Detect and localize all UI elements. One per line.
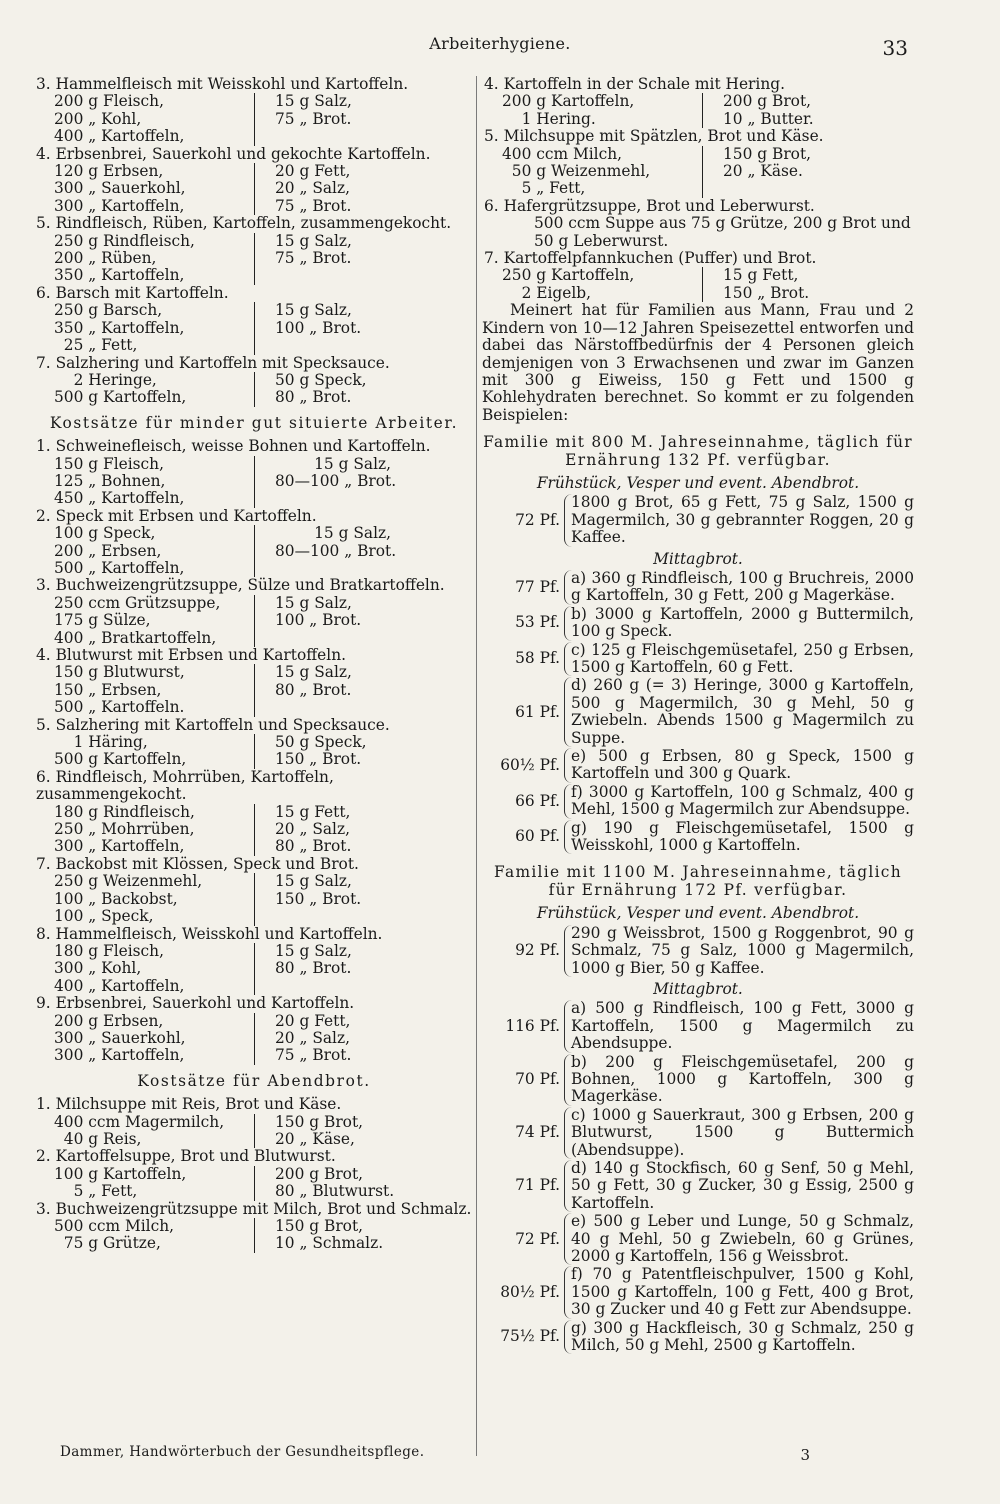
dish-entry xyxy=(34,215,474,285)
ingredient-table xyxy=(34,734,474,769)
ingredient-list: 100 g Speck, 200 „ Erbsen, 500 „ Kartoffeln, xyxy=(54,524,185,577)
menu-row xyxy=(482,748,914,783)
ingredient-table xyxy=(34,1114,474,1149)
ingredient-list: 500 ccm Milch, 75 g Grütze, xyxy=(54,1217,175,1253)
column-divider xyxy=(476,76,477,1456)
menu-text: g) 190 g Fleischgemüsetafel, 1500 g Weisskohl, 1000 g Kartoffeln. xyxy=(564,820,914,855)
seasoning-list: 50 g Speck, 80 „ Brot. xyxy=(254,372,367,407)
ingredient-list: 250 g Weizenmehl, 100 „ Backobst, 100 „ Speck, xyxy=(54,872,203,926)
menu-row xyxy=(482,1213,914,1265)
family-800-lunch-heading: Mittagbrot. xyxy=(653,549,743,568)
dish-list-minder xyxy=(34,438,474,1065)
dish-list-abendbrot xyxy=(34,1096,474,1253)
ingredient-table xyxy=(34,372,474,407)
footer-citation: Dammer, Handwörterbuch der Gesundheitspflege. xyxy=(60,1444,425,1460)
ingredient-list: 150 g Blutwurst, 150 „ Erbsen, 500 „ Kartoffeln. xyxy=(54,663,185,717)
ingredient-table xyxy=(34,525,474,577)
dish-title: 8. Hammelfleisch, Weisskohl und Kartoffeln. xyxy=(36,924,383,943)
dish-title: 6. Rindfleisch, Mohrrüben, Kartoffeln, zusammengekocht. xyxy=(36,767,334,804)
menu-text: b) 3000 g Kartoffeln, 2000 g Buttermilch, 100 g Speck. xyxy=(564,606,914,641)
seasoning-list: 15 g Salz, 100 „ Brot. xyxy=(254,302,361,354)
dish-entry xyxy=(34,76,474,146)
ingredient-list: 250 g Rindfleisch, 200 „ Rüben, 350 „ Kartoffeln, xyxy=(54,231,195,285)
menu-text: d) 260 g (= 3) Heringe, 3000 g Kartoffeln, 500 g Magermilch, 30 g Mehl, 50 g Zwiebeln. Abends 1500 g Magermilch zu Suppe. xyxy=(564,677,914,747)
right-column xyxy=(482,76,914,1355)
menu-text: d) 140 g Stockfisch, 60 g Senf, 50 g Mehl, 50 g Fett, 30 g Zucker, 30 g Essig, 2500 g Kartoffeln. xyxy=(564,1160,914,1212)
dish-entry xyxy=(34,577,474,647)
ingredient-table xyxy=(34,1013,474,1065)
dish-title: 7. Salzhering und Kartoffeln mit Specksauce. xyxy=(36,353,390,372)
ingredient-list: 400 ccm Magermilch, 40 g Reis, xyxy=(54,1112,225,1148)
ingredient-list: 200 g Fleisch, 200 „ Kohl, 400 „ Kartoffeln, xyxy=(54,92,185,146)
seasoning-list: 200 g Brot, 10 „ Butter. xyxy=(702,93,814,128)
family-1100-lunch-list xyxy=(482,1000,914,1354)
menu-row xyxy=(482,570,914,605)
left-dish-list-continued xyxy=(34,76,474,407)
seasoning-list: 15 g Salz, 75 „ Brot. xyxy=(254,233,352,285)
ingredient-list: 200 g Kartoffeln, 1 Hering. xyxy=(502,92,635,128)
seasoning-list: 150 g Brot, 20 „ Käse. xyxy=(702,146,811,198)
menu-row xyxy=(482,820,914,855)
menu-price: 66 Pf. xyxy=(515,791,560,810)
seasoning-list: 15 g Fett, 150 „ Brot. xyxy=(702,267,809,302)
dish-title: 4. Blutwurst mit Erbsen und Kartoffeln. xyxy=(36,646,346,664)
menu-price: 60 Pf. xyxy=(515,827,560,846)
ingredient-list: 150 g Fleisch, 125 „ Bohnen, 450 „ Kartoffeln, xyxy=(54,454,185,508)
menu-text: e) 500 g Leber und Lunge, 50 g Schmalz, 40 g Mehl, 50 g Zwiebeln, 60 g Grünes, 2000 g Kartoffeln, 156 g Weissbrot. xyxy=(564,1213,914,1265)
seasoning-list: 15 g Salz, 80—100 „ Brot. xyxy=(254,525,396,577)
menu-text: 1800 g Brot, 65 g Fett, 75 g Salz, 1500 g Magermilch, 30 g gebrannter Roggen, 20 g Kaffee. xyxy=(564,494,914,546)
left-column xyxy=(34,76,474,1253)
menu-text: c) 1000 g Sauerkraut, 300 g Erbsen, 200 g Blutwurst, 1500 g Buttermich (Abendsuppe). xyxy=(564,1107,914,1159)
family-800-breakfast xyxy=(482,494,914,546)
seasoning-list: 15 g Salz, 150 „ Brot. xyxy=(254,873,361,925)
ingredient-table xyxy=(34,595,474,647)
menu-price: 116 Pf. xyxy=(505,1016,560,1035)
dish-title: 5. Salzhering mit Kartoffeln und Specksauce. xyxy=(36,715,390,734)
dish-entry xyxy=(34,1096,474,1148)
menu-row xyxy=(482,606,914,641)
dish-title: 4. Kartoffeln in der Schale mit Hering. xyxy=(484,75,785,93)
family-800-breakfast-heading: Frühstück, Vesper und event. Abendbrot. xyxy=(536,473,860,492)
menu-text: a) 500 g Rindfleisch, 100 g Fett, 3000 g Kartoffeln, 1500 g Magermilch zu Abendsuppe. xyxy=(564,1000,914,1052)
menu-text: f) 70 g Patentfleischpulver, 1500 g Kohl, 1500 g Kartoffeln, 100 g Fett, 400 g Brot, 30 g Zucker und 40 g Fett zur Abendsuppe. xyxy=(564,1266,914,1318)
seasoning-list: 15 g Salz, 100 „ Brot. xyxy=(254,595,361,647)
family-800-heading: Familie mit 800 M. Jahreseinnahme, täglich für Ernährung 132 Pf. verfügbar. xyxy=(483,433,913,469)
right-dish-list xyxy=(482,76,914,302)
menu-text: g) 300 g Hackfleisch, 30 g Schmalz, 250 g Milch, 50 g Mehl, 2500 g Kartoffeln. xyxy=(564,1320,914,1355)
ingredient-list: 250 g Kartoffeln, 2 Eigelb, xyxy=(502,266,635,302)
dish-entry xyxy=(34,146,474,216)
menu-row xyxy=(482,1160,914,1212)
dish-entry xyxy=(482,250,914,302)
dish-title: 7. Kartoffelpfannkuchen (Puffer) und Brot. xyxy=(484,249,817,268)
dish-title: 1. Schweinefleisch, weisse Bohnen und Kartoffeln. xyxy=(36,437,431,456)
menu-text: c) 125 g Fleischgemüsetafel, 250 g Erbsen, 1500 g Kartoffeln, 60 g Fett. xyxy=(564,642,914,677)
family-1100-breakfast xyxy=(482,925,914,977)
ingredient-table xyxy=(34,302,474,354)
dish-entry xyxy=(34,647,474,717)
seasoning-list: 200 g Brot, 80 „ Blutwurst. xyxy=(254,1166,394,1201)
menu-row xyxy=(482,1107,914,1159)
menu-text: f) 3000 g Kartoffeln, 100 g Schmalz, 400 g Mehl, 1500 g Magermilch zur Abendsuppe. xyxy=(564,784,914,819)
dish-title: 5. Rindfleisch, Rüben, Kartoffeln, zusammengekocht. xyxy=(36,214,452,233)
menu-text: a) 360 g Rindfleisch, 100 g Bruchreis, 2000 g Kartoffeln, 30 g Fett, 200 g Magerkäse. xyxy=(564,570,914,605)
dish-title: 2. Speck mit Erbsen und Kartoffeln. xyxy=(36,506,317,525)
menu-price: 58 Pf. xyxy=(515,649,560,668)
dish-entry xyxy=(34,1148,474,1200)
dish-note: 500 ccm Suppe aus 75 g Grütze, 200 g Brot und 50 g Leberwurst. xyxy=(534,214,911,250)
menu-price: 61 Pf. xyxy=(515,702,560,721)
seasoning-list: 20 g Fett, 20 „ Salz, 75 „ Brot. xyxy=(254,1013,351,1065)
menu-price: 72 Pf. xyxy=(515,510,560,529)
menu-text: 290 g Weissbrot, 1500 g Roggenbrot, 90 g Schmalz, 75 g Salz, 1000 g Magermilch, 1000 g Bier, 50 g Kaffee. xyxy=(564,925,914,977)
dish-title: 4. Erbsenbrei, Sauerkohl und gekochte Kartoffeln. xyxy=(36,144,431,163)
ingredient-table xyxy=(34,233,474,285)
dish-entry xyxy=(34,1201,474,1253)
section-heading-minder: Kostsätze für minder gut situierte Arbeiter. xyxy=(49,413,459,432)
dish-title: 5. Milchsuppe mit Spätzlen, Brot und Käse. xyxy=(484,127,824,146)
dish-title: 3. Hammelfleisch mit Weisskohl und Kartoffeln. xyxy=(36,75,409,93)
dish-entry xyxy=(34,508,474,578)
dish-entry xyxy=(34,926,474,996)
menu-price: 74 Pf. xyxy=(515,1123,560,1142)
menu-price: 80½ Pf. xyxy=(500,1282,560,1301)
dish-entry xyxy=(34,438,474,508)
menu-price: 60½ Pf. xyxy=(500,755,560,774)
dish-title: 7. Backobst mit Klössen, Speck und Brot. xyxy=(36,854,359,873)
menu-row xyxy=(482,784,914,819)
intro-paragraph: Meinert hat für Familien aus Mann, Frau und 2 Kindern von 10—12 Jahren Speisezettel entworfen und dabei das Närstoffbedürfnis der 4 Personen gleich demjenigen von 3 Erwachsenen und zwar im Ganzen mit 300 g Eiweiss, 150 g Fett und 1500 g Kohlehydraten berechnet. So kommt er zu folgenden Beispielen: xyxy=(482,301,914,424)
ingredient-table xyxy=(34,1218,474,1253)
family-1100-lunch-heading: Mittagbrot. xyxy=(653,979,743,998)
ingredient-table xyxy=(482,267,914,302)
ingredient-table xyxy=(482,93,914,128)
menu-price: 75½ Pf. xyxy=(500,1327,560,1346)
dish-title: 6. Hafergrützsuppe, Brot und Leberwurst. xyxy=(484,196,815,215)
running-head-title: Arbeiterhygiene. xyxy=(429,34,571,53)
page-number: 33 xyxy=(882,36,908,60)
menu-price: 92 Pf. xyxy=(515,941,560,960)
ingredient-list: 250 g Barsch, 350 „ Kartoffeln, 25 „ Fett, xyxy=(54,301,185,355)
ingredient-list: 2 Heringe, 500 g Kartoffeln, xyxy=(54,370,187,407)
seasoning-list: 150 g Brot, 10 „ Schmalz. xyxy=(254,1218,383,1253)
ingredient-list: 180 g Rindfleisch, 250 „ Mohrrüben, 300 „ Kartoffeln, xyxy=(54,802,195,856)
menu-row xyxy=(482,1054,914,1106)
ingredient-table xyxy=(34,873,474,925)
seasoning-list: 15 g Salz, 80—100 „ Brot. xyxy=(254,456,396,508)
seasoning-list: 15 g Salz, 80 „ Brot. xyxy=(254,943,352,995)
ingredient-table xyxy=(34,456,474,508)
menu-row xyxy=(482,677,914,747)
dish-title: 1. Milchsuppe mit Reis, Brot und Käse. xyxy=(36,1095,342,1114)
ingredient-table xyxy=(34,1166,474,1201)
ingredient-list: 400 ccm Milch, 50 g Weizenmehl, 5 „ Fett, xyxy=(502,144,651,198)
dish-entry xyxy=(482,128,914,198)
seasoning-list: 15 g Fett, 20 „ Salz, 80 „ Brot. xyxy=(254,804,351,856)
dish-entry xyxy=(34,769,474,856)
dish-entry xyxy=(34,355,474,407)
seasoning-list: 150 g Brot, 20 „ Käse, xyxy=(254,1114,363,1149)
dish-title: 2. Kartoffelsuppe, Brot und Blutwurst. xyxy=(36,1147,336,1166)
menu-row xyxy=(482,1266,914,1318)
ingredient-list: 100 g Kartoffeln, 5 „ Fett, xyxy=(54,1164,187,1201)
dish-entry xyxy=(34,995,474,1065)
dish-entry xyxy=(34,856,474,926)
menu-price: 72 Pf. xyxy=(515,1229,560,1248)
dish-title: 3. Buchweizengrützsuppe, Sülze und Bratkartoffeln. xyxy=(36,576,445,595)
running-head xyxy=(0,30,1000,60)
menu-row xyxy=(482,1000,914,1052)
ingredient-list: 1 Häring, 500 g Kartoffeln, xyxy=(54,733,187,769)
menu-price: 71 Pf. xyxy=(515,1176,560,1195)
dish-entry xyxy=(34,285,474,355)
menu-price: 53 Pf. xyxy=(515,613,560,632)
menu-text: b) 200 g Fleischgemüsetafel, 200 g Bohnen, 1000 g Kartoffeln, 300 g Magerkäse. xyxy=(564,1054,914,1106)
dish-title: 9. Erbsenbrei, Sauerkohl und Kartoffeln. xyxy=(36,994,355,1013)
ingredient-list: 120 g Erbsen, 300 „ Sauerkohl, 300 „ Kartoffeln, xyxy=(54,162,186,215)
ingredient-table xyxy=(482,146,914,198)
seasoning-list: 15 g Salz, 75 „ Brot. xyxy=(254,93,352,145)
signature-mark: 3 xyxy=(800,1446,810,1464)
seasoning-list: 20 g Fett, 20 „ Salz, 75 „ Brot. xyxy=(254,163,351,215)
menu-price: 77 Pf. xyxy=(515,577,560,596)
ingredient-list: 200 g Erbsen, 300 „ Sauerkohl, 300 „ Kartoffeln, xyxy=(54,1011,186,1065)
family-800-lunch-list xyxy=(482,570,914,855)
menu-row xyxy=(482,642,914,677)
seasoning-list: 50 g Speck, 150 „ Brot. xyxy=(254,734,367,769)
ingredient-table xyxy=(34,93,474,145)
dish-entry xyxy=(34,717,474,769)
dish-entry xyxy=(482,76,914,128)
dish-entry xyxy=(482,198,914,250)
ingredient-table xyxy=(34,163,474,215)
ingredient-table xyxy=(34,804,474,856)
ingredient-table xyxy=(34,943,474,995)
family-1100-breakfast-heading: Frühstück, Vesper und event. Abendbrot. xyxy=(536,904,860,923)
menu-row xyxy=(482,1320,914,1355)
family-1100-heading: Familie mit 1100 M. Jahreseinnahme, täglich für Ernährung 172 Pf. verfügbar. xyxy=(494,863,902,899)
ingredient-table xyxy=(34,664,474,716)
dish-title: 6. Barsch mit Kartoffeln. xyxy=(36,283,229,302)
ingredient-list: 180 g Fleisch, 300 „ Kohl, 400 „ Kartoffeln, xyxy=(54,941,185,995)
section-heading-abendbrot: Kostsätze für Abendbrot. xyxy=(137,1071,371,1090)
dish-title: 3. Buchweizengrützsuppe mit Milch, Brot und Schmalz. xyxy=(36,1199,472,1218)
seasoning-list: 15 g Salz, 80 „ Brot. xyxy=(254,664,352,716)
menu-text: e) 500 g Erbsen, 80 g Speck, 1500 g Kartoffeln und 300 g Quark. xyxy=(564,748,914,783)
menu-price: 70 Pf. xyxy=(515,1069,560,1088)
ingredient-list: 250 ccm Grützsuppe, 175 g Sülze, 400 „ Bratkartoffeln, xyxy=(54,593,221,647)
